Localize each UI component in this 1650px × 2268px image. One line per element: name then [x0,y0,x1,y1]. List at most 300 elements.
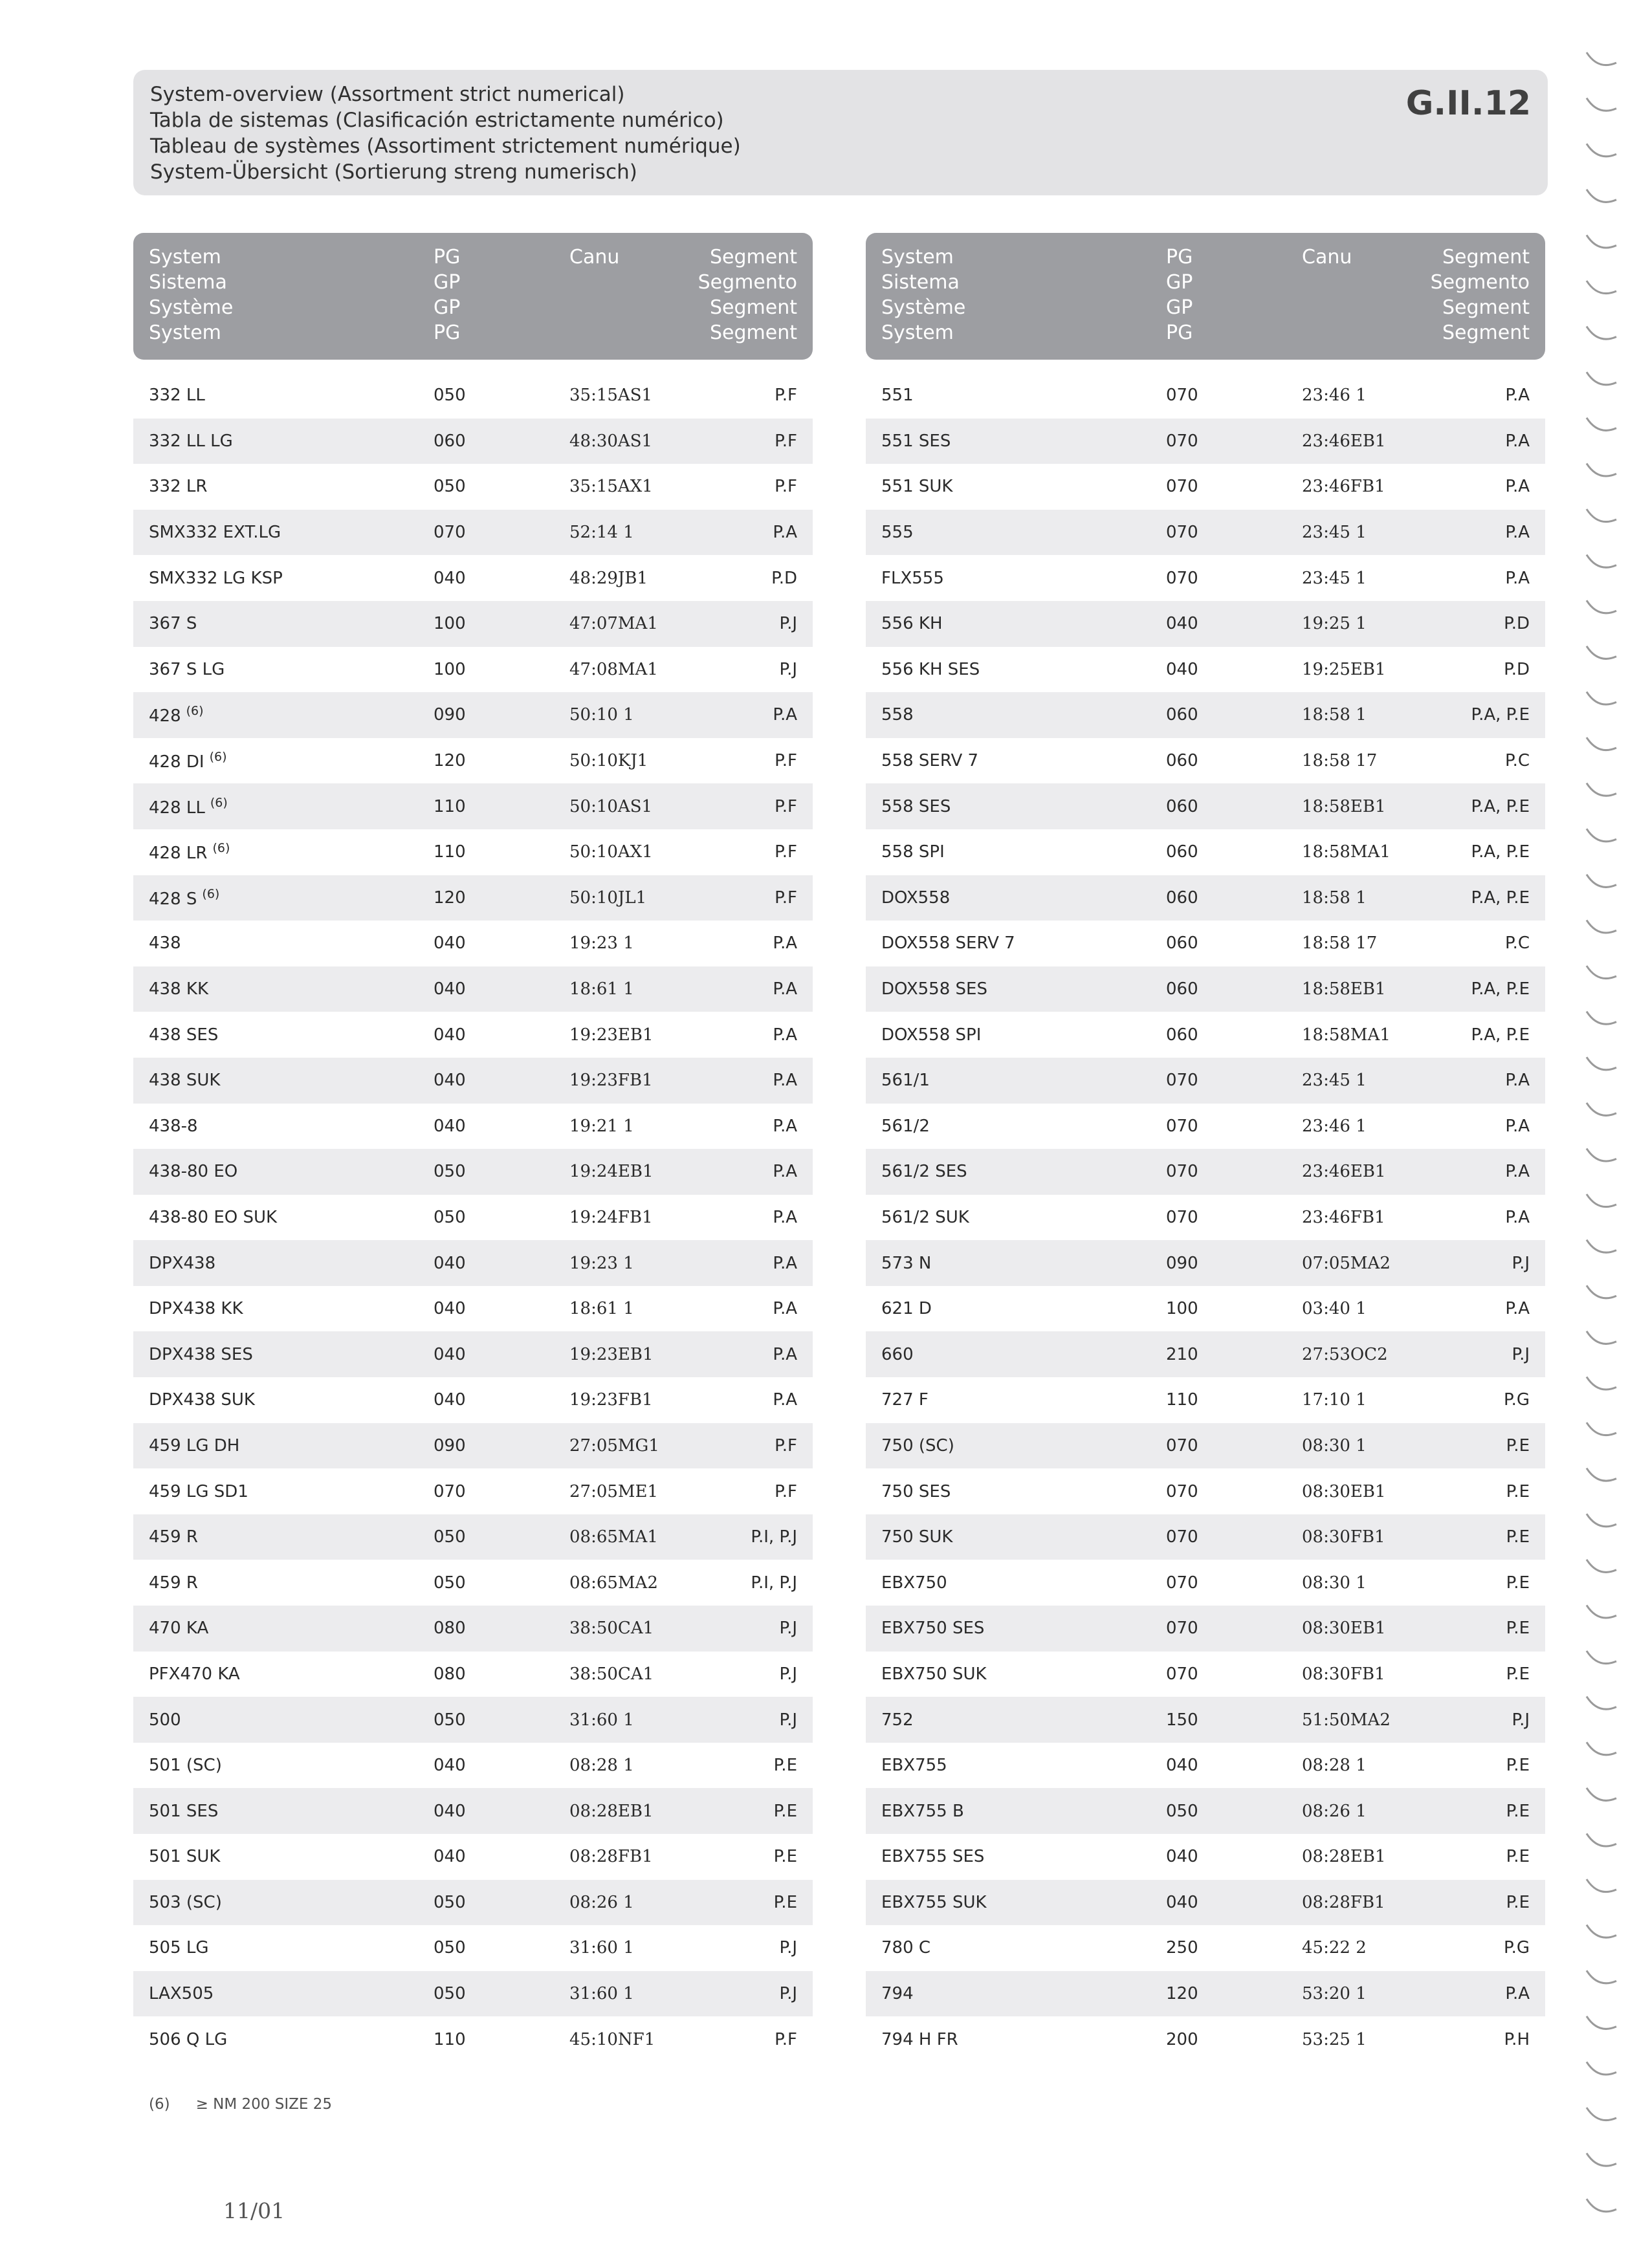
cell-canu: 38:50CA1 [569,1619,654,1639]
col-header-label: Système [881,296,966,319]
table-row [133,1195,813,1241]
col-header-label: Segment [1442,296,1530,319]
table-row [866,2016,1545,2062]
table-row [866,692,1545,738]
table-row [866,1743,1545,1789]
col-header-label: Segment [1442,246,1530,268]
cell-system-text: 367 S [149,614,197,634]
cell-canu: 08:28FB1 [569,1847,653,1867]
cell-pg: 040 [1166,1892,1198,1912]
cell-segment: P.J [1512,1253,1530,1273]
cell-system [881,1482,951,1501]
cell-canu: 23:46EB1 [1302,1162,1386,1182]
cell-system [881,933,1015,953]
table-row [866,966,1545,1012]
cell-system [149,1254,215,1273]
binding-ring-mark [1587,235,1616,248]
table-row [133,829,813,875]
cell-canu: 08:28 1 [569,1756,634,1776]
binding-ring-mark [1587,327,1616,340]
cell-system-text: 501 SUK [149,1847,221,1867]
header-titles [150,82,741,185]
cell-system [881,569,944,588]
cell-segment: P.J [1512,1344,1530,1364]
cell-pg: 070 [1166,477,1198,497]
cell-pg: 040 [434,979,466,999]
cell-system [881,842,945,862]
table-row [866,1834,1545,1880]
col-header-label: Segment [1442,322,1530,344]
cell-canu: 19:25EB1 [1302,659,1386,679]
table-row [133,1377,813,1423]
cell-pg: 120 [434,888,466,908]
binding-rings-decoration [1579,0,1650,2268]
cell-system [149,1482,248,1501]
cell-system-text: PFX470 KA [149,1664,240,1684]
table-body [866,373,1545,2062]
cell-system-text: 438-8 [149,1116,198,1136]
cell-pg: 070 [1166,1664,1198,1684]
cell-pg: 060 [1166,888,1198,908]
col-header-label: PG [1166,322,1193,344]
cell-system [149,1938,209,1957]
table-header [133,233,813,360]
cell-canu: 18:58EB1 [1302,796,1386,816]
cell-canu: 03:40 1 [1302,1299,1367,1319]
table-row [866,601,1545,647]
binding-ring-mark [1587,1148,1616,1161]
binding-ring-mark [1587,1925,1616,1938]
cell-system-text: 428 DI [149,752,204,772]
table-row [866,1560,1545,1606]
cell-segment: P.A [773,1071,797,1091]
footnote-ref: (6) [212,841,230,856]
table-row [866,1606,1545,1652]
table-row [133,738,813,784]
cell-canu: 23:45 1 [1302,523,1367,543]
cell-canu: 18:61 1 [569,1299,634,1319]
cell-canu: 23:45 1 [1302,1071,1367,1091]
cell-segment: P.F [775,796,797,816]
cell-segment: P.A [1505,1116,1530,1136]
cell-segment: P.A [773,933,797,954]
col-header-segment [698,245,797,345]
table-row [133,1104,813,1150]
cell-system-text: 459 LG SD1 [149,1481,248,1501]
cell-system-text: DOX558 SPI [881,1025,982,1045]
cell-canu: 08:30FB1 [1302,1527,1385,1547]
cell-system [881,1345,914,1364]
cell-canu: 52:14 1 [569,523,634,543]
cell-system [881,797,951,816]
cell-system-text: 367 S LG [149,659,225,679]
cell-segment: P.D [771,568,797,588]
cell-segment: P.D [1504,614,1530,634]
cell-canu: 07:05MA2 [1302,1253,1391,1273]
cell-canu: 08:26 1 [569,1892,634,1912]
cell-system-text: 558 [881,705,914,725]
cell-canu: 19:24FB1 [569,1207,653,1227]
header-title-en: System-overview (Assortment strict numerical) [150,83,625,106]
cell-pg: 070 [1166,1207,1198,1227]
binding-ring-mark [1587,2108,1616,2121]
cell-system-text: 561/1 [881,1071,930,1091]
table-row [866,1286,1545,1332]
cell-canu: 19:23FB1 [569,1390,653,1410]
binding-ring-mark [1587,1697,1616,1710]
cell-segment: P.A [1505,1207,1530,1227]
col-header-label: Canu [1302,246,1352,268]
col-header-canu [569,245,619,270]
cell-pg: 040 [1166,1756,1198,1776]
cell-canu: 08:30 1 [1302,1573,1367,1593]
table-row [866,1697,1545,1743]
cell-system [149,841,230,863]
cell-segment: P.F [775,842,797,862]
cell-system-text: DOX558 SERV 7 [881,933,1015,954]
binding-ring-mark [1587,98,1616,111]
cell-system-text: 727 F [881,1390,929,1410]
table-row [133,1012,813,1058]
table-row [866,510,1545,556]
cell-pg: 070 [1166,431,1198,451]
cell-system [149,1802,218,1821]
cell-segment: P.F [775,751,797,771]
table-row [866,1652,1545,1697]
cell-system [881,1254,931,1273]
cell-segment: P.J [779,1984,797,2004]
cell-canu: 23:46EB1 [1302,431,1386,451]
cell-system-text: EBX755 SES [881,1847,985,1867]
table-row [133,1606,813,1652]
cell-system [149,1390,255,1410]
cell-system [149,1527,198,1547]
table-row [866,1012,1545,1058]
cell-system [881,523,914,542]
cell-system-text: 558 SES [881,796,951,816]
col-header-label: System [881,322,954,344]
table-row [133,1286,813,1332]
cell-pg: 100 [1166,1299,1198,1319]
cell-pg: 070 [434,1481,466,1501]
cell-pg: 100 [434,659,466,679]
col-header-label: PG [434,246,461,268]
cell-pg: 080 [434,1619,466,1639]
cell-pg: 050 [1166,1801,1198,1821]
cell-segment: P.A [1505,1299,1530,1319]
table-row [866,373,1545,419]
cell-canu: 08:30FB1 [1302,1664,1385,1684]
cell-system-text: 438 SES [149,1025,219,1045]
table-row [133,921,813,966]
cell-system-text: 332 LL LG [149,431,233,451]
cell-segment: P.A [773,523,797,543]
cell-canu: 23:46 1 [1302,386,1367,406]
cell-segment: P.F [775,431,797,451]
cell-segment: P.C [1504,933,1530,954]
table-row [133,1468,813,1514]
cell-system [881,1938,930,1957]
cell-pg: 110 [434,842,466,862]
cell-canu: 19:24EB1 [569,1162,654,1182]
cell-system-text: 561/2 [881,1116,930,1136]
table-row [866,1377,1545,1423]
page-date: 11/01 [223,2198,285,2223]
table-row [133,1652,813,1697]
cell-segment: P.C [1504,751,1530,771]
cell-pg: 040 [434,1299,466,1319]
footnote-ref: (6) [186,704,204,719]
cell-canu: 18:58 1 [1302,888,1367,908]
table-row [133,373,813,419]
cell-system-text: 438 [149,933,181,954]
binding-ring-mark [1587,1788,1616,1801]
binding-ring-mark [1587,600,1616,613]
cell-pg: 060 [1166,705,1198,725]
cell-canu: 19:25 1 [1302,614,1367,634]
cell-canu: 08:28 1 [1302,1756,1367,1776]
cell-system [881,660,980,679]
cell-pg: 050 [434,1938,466,1958]
binding-ring-mark [1587,2016,1616,2029]
cell-system [149,979,208,999]
table-row [866,1514,1545,1560]
cell-system [881,979,987,999]
col-header-label: Sistema [881,271,960,294]
cell-system [149,887,219,909]
cell-canu: 31:60 1 [569,1984,634,2004]
binding-ring-mark [1587,1970,1616,1983]
cell-system [881,1802,964,1821]
col-header-label: Segmento [1430,271,1530,294]
binding-ring-mark [1587,1423,1616,1435]
table-row [133,510,813,556]
cell-pg: 050 [434,1573,466,1593]
cell-system-text: 794 H FR [881,2029,958,2049]
cell-pg: 210 [1166,1344,1198,1364]
cell-pg: 250 [1166,1938,1198,1958]
cell-canu: 50:10 1 [569,705,634,725]
table-row [866,1423,1545,1469]
cell-canu: 38:50CA1 [569,1664,654,1684]
cell-canu: 50:10AX1 [569,842,653,862]
cell-canu: 27:53OC2 [1302,1344,1388,1364]
cell-pg: 090 [434,705,466,725]
footnote-mark: (6) [149,2096,170,2113]
col-header-label: GP [434,271,461,294]
table-row [133,1743,813,1789]
table-row [133,966,813,1012]
cell-system [881,1710,914,1730]
cell-system-text: 503 (SC) [149,1892,222,1912]
page-code: G.II.12 [1405,84,1531,123]
cell-canu: 18:58MA1 [1302,842,1391,862]
cell-system [149,614,197,633]
cell-system-text: 459 LG DH [149,1435,240,1456]
cell-system [881,1117,930,1136]
binding-ring-mark [1587,281,1616,294]
cell-pg: 040 [434,1756,466,1776]
cell-system [881,1162,967,1181]
cell-system-text: 780 C [881,1938,931,1958]
cell-segment: P.A [1505,1984,1530,2004]
cell-segment: P.J [779,614,797,634]
cell-segment: P.E [773,1892,797,1912]
col-header-label: System [149,246,221,268]
cell-system [881,1527,952,1547]
cell-system [149,477,207,496]
cell-canu: 48:29JB1 [569,568,648,588]
col-header-label: System [149,322,221,344]
cell-segment: P.A [773,1390,797,1410]
cell-system [149,933,181,953]
cell-system [881,1619,984,1638]
cell-segment: P.H [1504,2029,1530,2049]
binding-ring-mark [1587,555,1616,568]
cell-segment: P.E [1506,1847,1530,1867]
cell-pg: 060 [1166,842,1198,862]
cell-pg: 050 [434,1710,466,1730]
cell-pg: 050 [434,477,466,497]
col-header-label: Segment [710,296,797,319]
cell-pg: 040 [434,1025,466,1045]
cell-pg: 050 [434,1892,466,1912]
table-row [866,1925,1545,1971]
cell-system-text: 428 [149,706,181,726]
table-row [133,555,813,601]
table-row [866,1971,1545,2017]
cell-segment: P.I, P.J [751,1527,797,1547]
cell-system-text: 558 SERV 7 [881,751,979,771]
cell-system [881,705,914,725]
table-row [133,1697,813,1743]
cell-canu: 08:30EB1 [1302,1481,1386,1501]
cell-system [149,2030,227,2049]
cell-system [881,1071,930,1090]
cell-pg: 120 [434,751,466,771]
cell-canu: 08:30EB1 [1302,1619,1386,1639]
cell-segment: P.G [1503,1938,1530,1958]
table-row [133,464,813,510]
cell-segment: P.A [1505,386,1530,406]
col-header-system [149,245,233,345]
cell-system [149,386,205,405]
binding-ring-mark [1587,1833,1616,1846]
cell-segment: P.J [779,1938,797,1958]
cell-pg: 040 [434,1344,466,1364]
cell-segment: P.F [775,2029,797,2049]
cell-pg: 110 [434,2029,466,2049]
cell-pg: 040 [434,568,466,588]
cell-system-text: 750 (SC) [881,1435,954,1456]
cell-system-text: DOX558 SES [881,979,987,999]
cell-segment: P.A [773,1116,797,1136]
col-header-pg [1166,245,1193,345]
cell-system [149,1984,214,2003]
cell-system [881,2030,958,2049]
cell-system [881,1208,969,1227]
cell-segment: P.A [1505,477,1530,497]
cell-segment: P.I, P.J [751,1573,797,1593]
cell-canu: 35:15AS1 [569,386,653,406]
cell-segment: P.A [1505,1162,1530,1182]
col-header-pg [434,245,460,345]
cell-system-text: 428 LR [149,844,208,864]
col-header-label: PG [1166,246,1193,268]
cell-pg: 060 [1166,979,1198,999]
cell-system-text: FLX555 [881,568,944,588]
cell-segment: P.A [773,1025,797,1045]
cell-pg: 050 [434,1984,466,2004]
cell-segment: P.E [1506,1664,1530,1684]
cell-pg: 070 [1166,1527,1198,1547]
binding-ring-mark [1587,737,1616,750]
cell-segment: P.E [773,1847,797,1867]
cell-pg: 060 [1166,1025,1198,1045]
table-row [866,1468,1545,1514]
cell-system-text: 660 [881,1344,914,1364]
table-row [133,1240,813,1286]
table-row [133,1560,813,1606]
cell-segment: P.D [1504,659,1530,679]
cell-system [881,386,914,405]
cell-system-text: SMX332 LG KSP [149,568,283,588]
col-header-segment [1431,245,1530,345]
cell-segment: P.J [779,1664,797,1684]
cell-system-text: EBX750 [881,1573,947,1593]
cell-pg: 050 [434,1527,466,1547]
table-row [866,783,1545,829]
binding-ring-mark [1587,646,1616,659]
table-row [866,829,1545,875]
cell-canu: 19:23 1 [569,933,634,954]
table-row [866,1195,1545,1241]
footnote-ref: (6) [209,750,227,765]
cell-system-text: 752 [881,1710,914,1730]
cell-segment: P.F [775,477,797,497]
table-row [133,1058,813,1104]
cell-system-text: EBX755 [881,1756,947,1776]
footnote-text: ≥ NM 200 SIZE 25 [195,2096,332,2113]
cell-pg: 070 [1166,386,1198,406]
cell-system [881,888,950,908]
cell-system [149,1756,222,1775]
cell-system-text: 556 KH [881,614,943,634]
cell-canu: 08:28FB1 [1302,1892,1385,1912]
cell-pg: 200 [1166,2029,1198,2049]
cell-canu: 18:58 17 [1302,751,1378,771]
cell-canu: 19:23EB1 [569,1344,654,1364]
cell-canu: 19:23EB1 [569,1025,654,1045]
cell-system [149,1573,198,1593]
cell-pg: 060 [434,431,466,451]
table-row [133,1925,813,1971]
cell-segment: P.J [779,659,797,679]
cell-segment: P.F [775,386,797,406]
col-header-label: Sistema [149,271,227,294]
cell-pg: 040 [434,1801,466,1821]
binding-ring-mark [1587,1742,1616,1755]
col-header-label: Système [149,296,234,319]
cell-system-text: DPX438 KK [149,1299,243,1319]
cell-pg: 070 [1166,1162,1198,1182]
cell-system [881,1025,981,1045]
cell-system [881,1664,987,1684]
binding-ring-mark [1587,1560,1616,1573]
table-row [866,921,1545,966]
binding-ring-mark [1587,463,1616,476]
system-table-right [866,233,1545,2062]
